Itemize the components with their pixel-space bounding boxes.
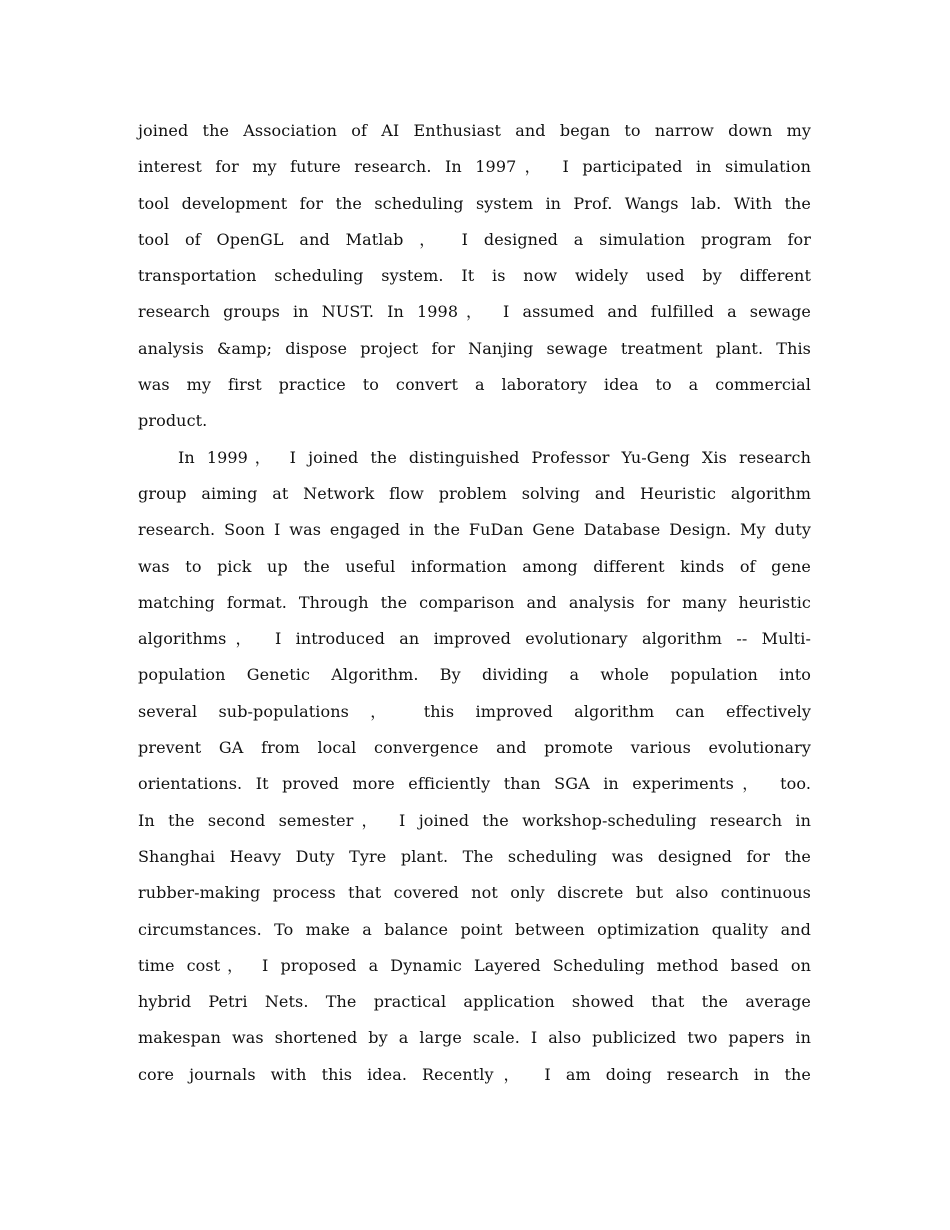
text-line: tool development for the scheduling system in Prof. Wangs lab. With the xyxy=(138,193,811,213)
text-line: research groups in NUST. In 1998， I assumed and fulfilled a sewage xyxy=(138,302,811,322)
text-line: population Genetic Algorithm. By dividing a whole population into xyxy=(138,665,811,685)
text-line: core journals with this idea. Recently， I am doing research in the xyxy=(138,1064,811,1084)
text-line: algorithms， I introduced an improved evolutionary algorithm -- Multi- xyxy=(138,629,811,649)
paragraph-1 xyxy=(138,113,811,440)
text-line: circumstances. To make a balance point between optimization quality and xyxy=(138,919,811,939)
text-line: interest for my future research. In 1997， I participated in simulation xyxy=(138,157,811,177)
text-line: research. Soon I was engaged in the FuDan Gene Database Design. My duty xyxy=(138,520,811,540)
text-line: several sub-populations ， this improved algorithm can effectively xyxy=(138,701,811,721)
text-line: prevent GA from local convergence and promote various evolutionary xyxy=(138,738,811,758)
body-text xyxy=(138,113,811,1093)
text-line: time cost， I proposed a Dynamic Layered Scheduling method based on xyxy=(138,955,811,975)
text-line: tool of OpenGL and Matlab ， I designed a simulation program for xyxy=(138,229,811,249)
text-line: hybrid Petri Nets. The practical application showed that the average xyxy=(138,992,811,1012)
text-line: group aiming at Network flow problem solving and Heuristic algorithm xyxy=(138,483,811,503)
text-line: joined the Association of AI Enthusiast and began to narrow down my xyxy=(138,121,811,140)
text-line: makespan was shortened by a large scale. I also publicized two papers in xyxy=(138,1028,811,1048)
text-line: transportation scheduling system. It is now widely used by different xyxy=(138,266,811,286)
text-line: orientations. It proved more efficiently than SGA in experiments， too. xyxy=(138,774,811,794)
text-line: matching format. Through the comparison and analysis for many heuristic xyxy=(138,592,811,612)
text-line: was to pick up the useful information among different kinds of gene xyxy=(138,556,811,576)
text-line: In 1999， I joined the distinguished Professor Yu-Geng Xis research xyxy=(178,447,811,467)
text-line: was my first practice to convert a laboratory idea to a commercial xyxy=(138,375,811,395)
text-line: Shanghai Heavy Duty Tyre plant. The scheduling was designed for the xyxy=(138,846,811,866)
text-line: analysis &amp; dispose project for Nanjing sewage treatment plant. This xyxy=(138,338,811,358)
text-line: product. xyxy=(138,411,208,431)
text-line: In the second semester， I joined the workshop-scheduling research in xyxy=(138,810,811,830)
text-line: rubber-making process that covered not only discrete but also continuous xyxy=(138,883,811,903)
paragraph-2 xyxy=(138,440,811,1093)
